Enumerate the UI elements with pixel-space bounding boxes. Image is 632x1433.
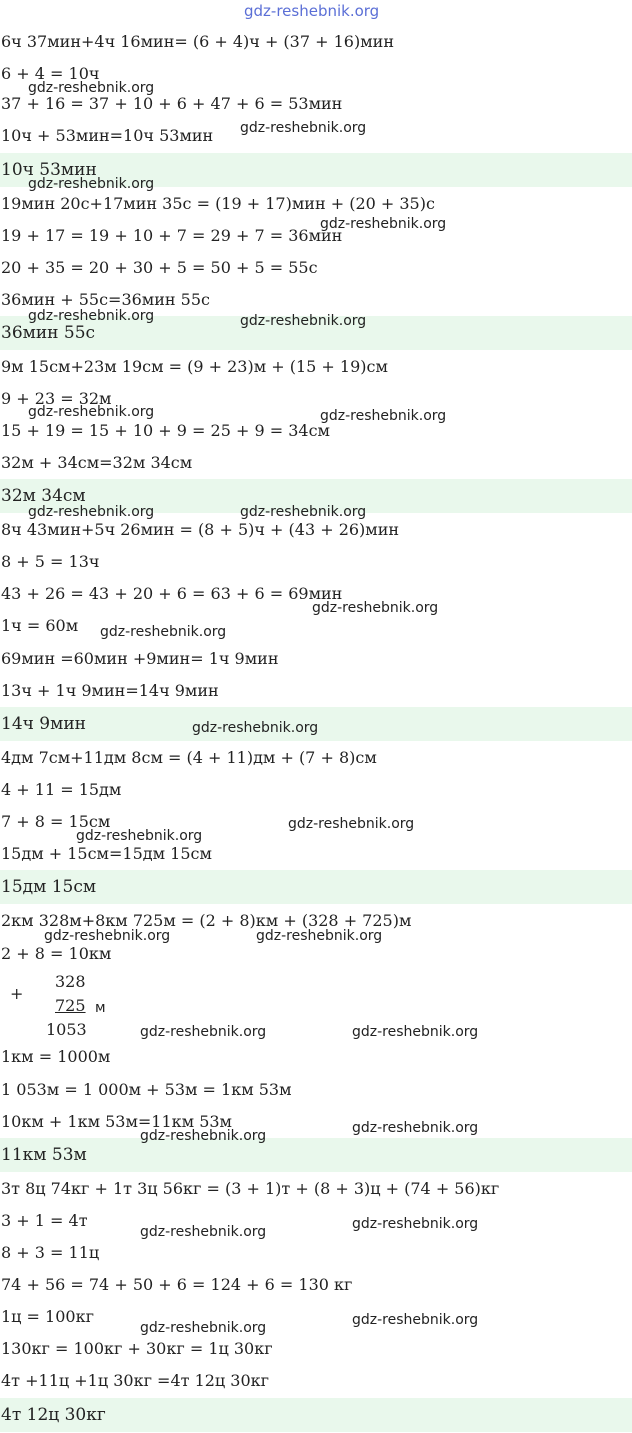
equation-line: 37 + 16 = 37 + 10 + 6 + 47 + 6 = 53мин	[1, 94, 343, 113]
equation-line: 15дм + 15см=15дм 15см	[1, 844, 212, 863]
equation-line: 74 + 56 = 74 + 50 + 6 = 124 + 6 = 130 кг	[1, 1275, 353, 1294]
watermark: gdz-reshebnik.org	[256, 928, 383, 944]
column-unit: м	[95, 1000, 106, 1016]
watermark: gdz-reshebnik.org	[44, 928, 171, 944]
answer-line: 10ч 53мин	[0, 153, 632, 187]
watermark: gdz-reshebnik.org	[312, 600, 439, 616]
watermark: gdz-reshebnik.org	[352, 1120, 479, 1136]
watermark: gdz-reshebnik.org	[240, 504, 367, 520]
watermark: gdz-reshebnik.org	[100, 624, 227, 640]
equation-line: 4т +11ц +1ц 30кг =4т 12ц 30кг	[1, 1371, 270, 1390]
watermark: gdz-reshebnik.org	[240, 120, 367, 136]
column-result: 1053	[46, 1020, 87, 1039]
equation-line: 8 + 5 = 13ч	[1, 552, 100, 571]
watermark: gdz-reshebnik.org	[140, 1128, 267, 1144]
equation-line: 4 + 11 = 15дм	[1, 780, 122, 799]
equation-line: 130кг = 100кг + 30кг = 1ц 30кг	[1, 1339, 273, 1358]
equation-line: 1км = 1000м	[1, 1047, 111, 1066]
watermark: gdz-reshebnik.org	[28, 504, 155, 520]
answer-line: 36мин 55с	[0, 316, 632, 350]
watermark: gdz-reshebnik.org	[28, 308, 155, 324]
equation-line: 10км + 1км 53м=11км 53м	[1, 1112, 232, 1131]
watermark: gdz-reshebnik.org	[320, 216, 447, 232]
equation-line: 4дм 7см+11дм 8см = (4 + 11)дм + (7 + 8)см	[1, 748, 377, 767]
watermark: gdz-reshebnik.org	[288, 816, 415, 832]
equation-line: 3т 8ц 74кг + 1т 3ц 56кг = (3 + 1)т + (8 + 3)ц + (74 + 56)кг	[1, 1179, 500, 1198]
equation-line: 43 + 26 = 43 + 20 + 6 = 63 + 6 = 69мин	[1, 584, 343, 603]
watermark: gdz-reshebnik.org	[320, 408, 447, 424]
watermark: gdz-reshebnik.org	[352, 1024, 479, 1040]
equation-line: 20 + 35 = 20 + 30 + 5 = 50 + 5 = 55с	[1, 258, 318, 277]
answer-line: 4т 12ц 30кг	[0, 1398, 632, 1432]
equation-line: 8ч 43мин+5ч 26мин = (8 + 5)ч + (43 + 26)мин	[1, 520, 400, 539]
answer-line: 14ч 9мин	[0, 707, 632, 741]
equation-line: 6 + 4 = 10ч	[1, 64, 100, 83]
equation-line: 19 + 17 = 19 + 10 + 7 = 29 + 7 = 36мин	[1, 226, 343, 245]
equation-line: 69мин =60мин +9мин= 1ч 9мин	[1, 649, 279, 668]
equation-line: 9 + 23 = 32м	[1, 389, 112, 408]
watermark: gdz-reshebnik.org	[352, 1312, 479, 1328]
site-header-watermark: gdz-reshebnik.org	[244, 2, 380, 20]
watermark: gdz-reshebnik.org	[352, 1216, 479, 1232]
watermark: gdz-reshebnik.org	[28, 80, 155, 96]
equation-line: 1ч = 60м	[1, 616, 79, 635]
column-plus-sign: +	[10, 984, 24, 1003]
watermark: gdz-reshebnik.org	[140, 1320, 267, 1336]
watermark: gdz-reshebnik.org	[76, 828, 203, 844]
answer-line: 11км 53м	[0, 1138, 632, 1172]
equation-line: 13ч + 1ч 9мин=14ч 9мин	[1, 681, 219, 700]
watermark: gdz-reshebnik.org	[140, 1024, 267, 1040]
equation-line: 1 053м = 1 000м + 53м = 1км 53м	[1, 1080, 292, 1099]
watermark: gdz-reshebnik.org	[28, 404, 155, 420]
watermark: gdz-reshebnik.org	[192, 720, 319, 736]
answer-line: 15дм 15см	[0, 870, 632, 904]
equation-line: 3 + 1 = 4т	[1, 1211, 88, 1230]
equation-line: 19мин 20с+17мин 35с = (19 + 17)мин + (20 + 35)с	[1, 194, 435, 213]
equation-line: 8 + 3 = 11ц	[1, 1243, 100, 1262]
equation-line: 7 + 8 = 15см	[1, 812, 111, 831]
equation-line: 1ц = 100кг	[1, 1307, 94, 1326]
equation-line: 32м + 34см=32м 34см	[1, 453, 193, 472]
watermark: gdz-reshebnik.org	[28, 176, 155, 192]
column-top-number: 328	[55, 972, 86, 991]
equation-line: 36мин + 55с=36мин 55с	[1, 290, 210, 309]
equation-line: 10ч + 53мин=10ч 53мин	[1, 126, 214, 145]
equation-line: 2км 328м+8км 725м = (2 + 8)км + (328 + 725)м	[1, 911, 412, 930]
answer-line: 32м 34см	[0, 479, 632, 513]
equation-line: 2 + 8 = 10км	[1, 944, 112, 963]
column-bottom-number: 725	[55, 996, 86, 1015]
equation-line: 15 + 19 = 15 + 10 + 9 = 25 + 9 = 34см	[1, 421, 330, 440]
equation-line: 6ч 37мин+4ч 16мин= (6 + 4)ч + (37 + 16)мин	[1, 32, 394, 51]
watermark: gdz-reshebnik.org	[240, 313, 367, 329]
equation-line: 9м 15см+23м 19см = (9 + 23)м + (15 + 19)см	[1, 357, 388, 376]
watermark: gdz-reshebnik.org	[140, 1224, 267, 1240]
